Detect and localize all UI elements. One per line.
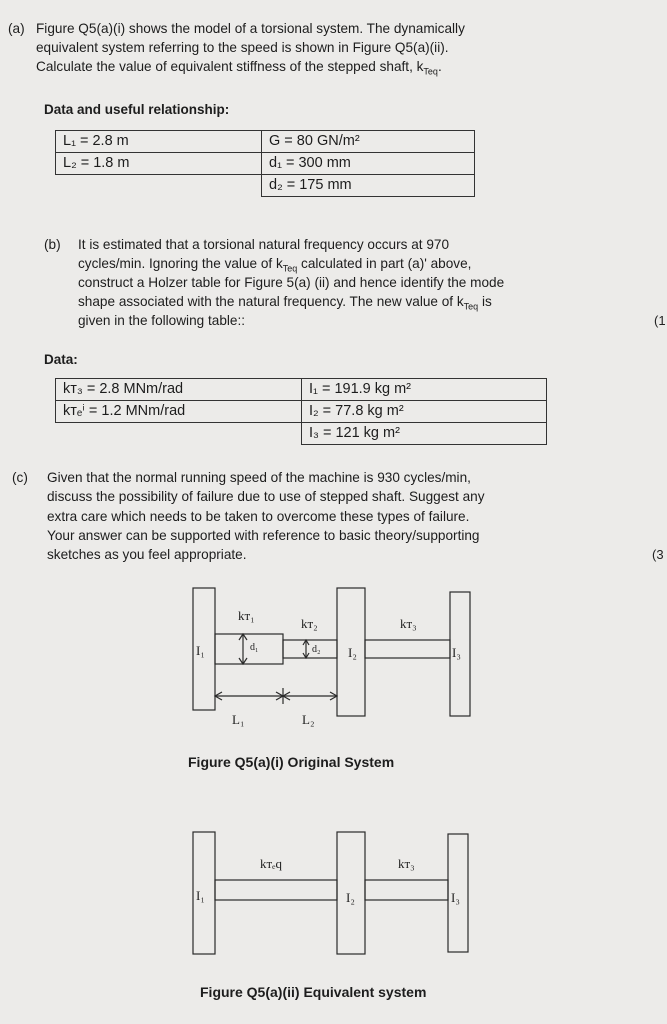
eq-label-I3: I₃ xyxy=(451,890,460,905)
data-b-heading: Data: xyxy=(44,352,78,367)
label-d2: d₂ xyxy=(312,644,321,655)
figure-2-caption: Figure Q5(a)(ii) Equivalent system xyxy=(200,984,427,1000)
label-I3: I₃ xyxy=(452,645,461,660)
label-d1: d₁ xyxy=(250,642,259,653)
shaft-1 xyxy=(215,634,283,664)
label-kT2: kᴛ₂ xyxy=(301,616,318,631)
label-kT1: kᴛ₁ xyxy=(238,608,255,623)
data-a-d2: d₂ = 175 mm xyxy=(262,175,475,197)
label-I2: I₂ xyxy=(348,645,357,660)
data-a-G: G = 80 GN/m² xyxy=(262,131,475,153)
eq-label-kTeq: kᴛₑq xyxy=(260,856,283,871)
part-a-line-3-text: Calculate the value of equivalent stiffness of the stepped shaft, k xyxy=(36,59,424,74)
part-b-line-4-sub: Teq xyxy=(463,301,479,312)
data-a-d1: d₁ = 300 mm xyxy=(262,153,475,175)
data-b-I2: I₂ = 77.8 kg m² xyxy=(302,401,547,423)
part-b-line-5: given in the following table:: xyxy=(78,313,246,328)
eq-shaft-2 xyxy=(365,880,448,900)
part-b-line-4b: is xyxy=(478,294,492,309)
part-c-label: (c) xyxy=(12,470,28,485)
part-a-end: . xyxy=(437,59,442,74)
data-a-empty xyxy=(56,175,262,197)
part-b-line-2-sub: Teq xyxy=(282,263,298,274)
part-a-line-3 xyxy=(36,57,442,82)
part-a-line-2: equivalent system referring to the speed is shown in Figure Q5(a)(ii). xyxy=(36,40,449,55)
data-b-kT3: kᴛ₃ = 2.8 MNm/rad xyxy=(56,379,302,401)
figure-1-caption: Figure Q5(a)(i) Original System xyxy=(188,754,395,770)
part-b-line-2b: calculated in part (a)' above, xyxy=(297,256,472,271)
data-b-empty xyxy=(56,423,302,445)
part-b-line-2a: cycles/min. Ignoring the value of k xyxy=(78,256,283,271)
data-a-L2: L₂ = 1.8 m xyxy=(56,153,262,175)
figure-equivalent-system xyxy=(180,822,480,962)
part-a-line-1: Figure Q5(a)(i) shows the model of a torsional system. The dynamically xyxy=(36,21,465,36)
label-I1: I₁ xyxy=(196,643,205,658)
part-c-line-2: discuss the possibility of failure due to use of stepped shaft. Suggest any xyxy=(47,489,485,504)
eq-shaft-1 xyxy=(215,880,337,900)
part-b-line-4a: shape associated with the natural frequency. The new value of k xyxy=(78,294,464,309)
eq-label-kT3: kᴛ₃ xyxy=(398,856,415,871)
part-c-margin-mark: (3 xyxy=(652,547,664,562)
data-b-I3: I₃ = 121 kg m² xyxy=(302,423,547,445)
eq-label-I2: I₂ xyxy=(346,890,355,905)
part-a-sub-teq: Teq xyxy=(423,66,438,77)
label-kT3: kᴛ₃ xyxy=(400,616,417,631)
data-b-I1: I₁ = 191.9 kg m² xyxy=(302,379,547,401)
data-a-L1: L₁ = 2.8 m xyxy=(56,131,262,153)
part-c-line-3: extra care which needs to be taken to overcome these types of failure. xyxy=(47,509,470,524)
part-b-margin-mark: (1 xyxy=(654,313,666,328)
data-b-table xyxy=(55,378,547,445)
part-c-line-4: Your answer can be supported with reference to basic theory/supporting xyxy=(47,528,480,543)
shaft-3 xyxy=(365,640,450,658)
part-c-line-5: sketches as you feel appropriate. xyxy=(47,547,247,562)
part-c-line-1: Given that the normal running speed of the machine is 930 cycles/min, xyxy=(47,470,471,485)
part-b-line-1: It is estimated that a torsional natural frequency occurs at 970 xyxy=(78,237,450,252)
part-b-label: (b) xyxy=(44,237,61,252)
figure-original-system xyxy=(180,578,480,738)
part-a-label: (a) xyxy=(8,21,25,36)
part-b-line-3: construct a Holzer table for Figure 5(a) (ii) and hence identify the mode xyxy=(78,275,505,290)
label-L2: L₂ xyxy=(302,712,315,727)
data-b-kTeq: kᴛₑⁱ = 1.2 MNm/rad xyxy=(56,401,302,423)
eq-label-I1: I₁ xyxy=(196,888,205,903)
label-L1: L₁ xyxy=(232,712,245,727)
data-a-table xyxy=(55,130,475,197)
data-a-heading: Data and useful relationship: xyxy=(44,102,230,117)
shaft-2 xyxy=(283,640,337,658)
